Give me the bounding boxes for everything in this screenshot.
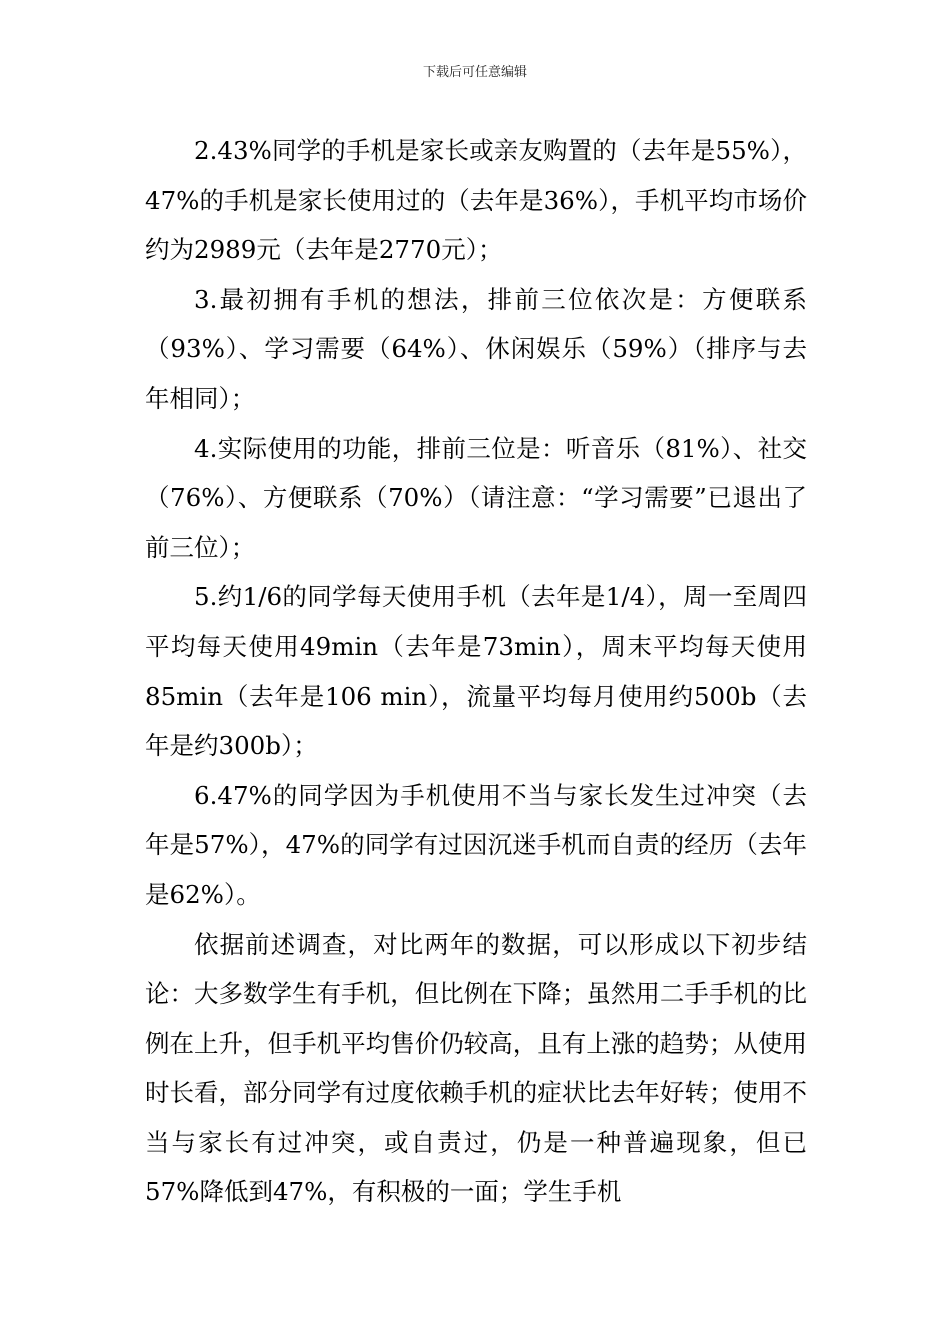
- document-body: [145, 126, 807, 1217]
- paragraph-item-2: 2.43%同学的手机是家长或亲友购置的（去年是55%），47%的手机是家长使用过的（去年是36%），手机平均市场价约为2989元（去年是2770元）；: [145, 136, 807, 265]
- paragraph-conclusion: 依据前述调查，对比两年的数据，可以形成以下初步结论：大多数学生有手机，但比例在下降；虽然用二手手机的比例在上升，但手机平均售价仍较高，且有上涨的趋势；从使用时长看，部分同学有过度依赖手机的症状比去年好转；使用不当与家长有过冲突，或自责过，仍是一种普遍现象，但已57%降低到47%，有积极的一面；学生手机: [145, 929, 807, 1207]
- paragraph-item-4: 4.实际使用的功能，排前三位是：听音乐（81%）、社交（76%）、方便联系（70%）（请注意：“学习需要”已退出了前三位）；: [145, 433, 807, 562]
- paragraph-item-6: 6.47%的同学因为手机使用不当与家长发生过冲突（去年是57%），47%的同学有过因沉迷手机而自责的经历（去年是62%）。: [145, 780, 807, 909]
- paragraph-item-5: 5.约1/6的同学每天使用手机（去年是1/4），周一至周四平均每天使用49min（去年是73min），周末平均每天使用85min（去年是106 min），流量平均每月使用约500b（去年是约300b）；: [145, 582, 807, 761]
- paragraph-item-3: 3.最初拥有手机的想法，排前三位依次是：方便联系（93%）、学习需要（64%）、休闲娱乐（59%）（排序与去年相同）；: [145, 284, 807, 413]
- page-header-note: 下载后可任意编辑: [422, 65, 527, 80]
